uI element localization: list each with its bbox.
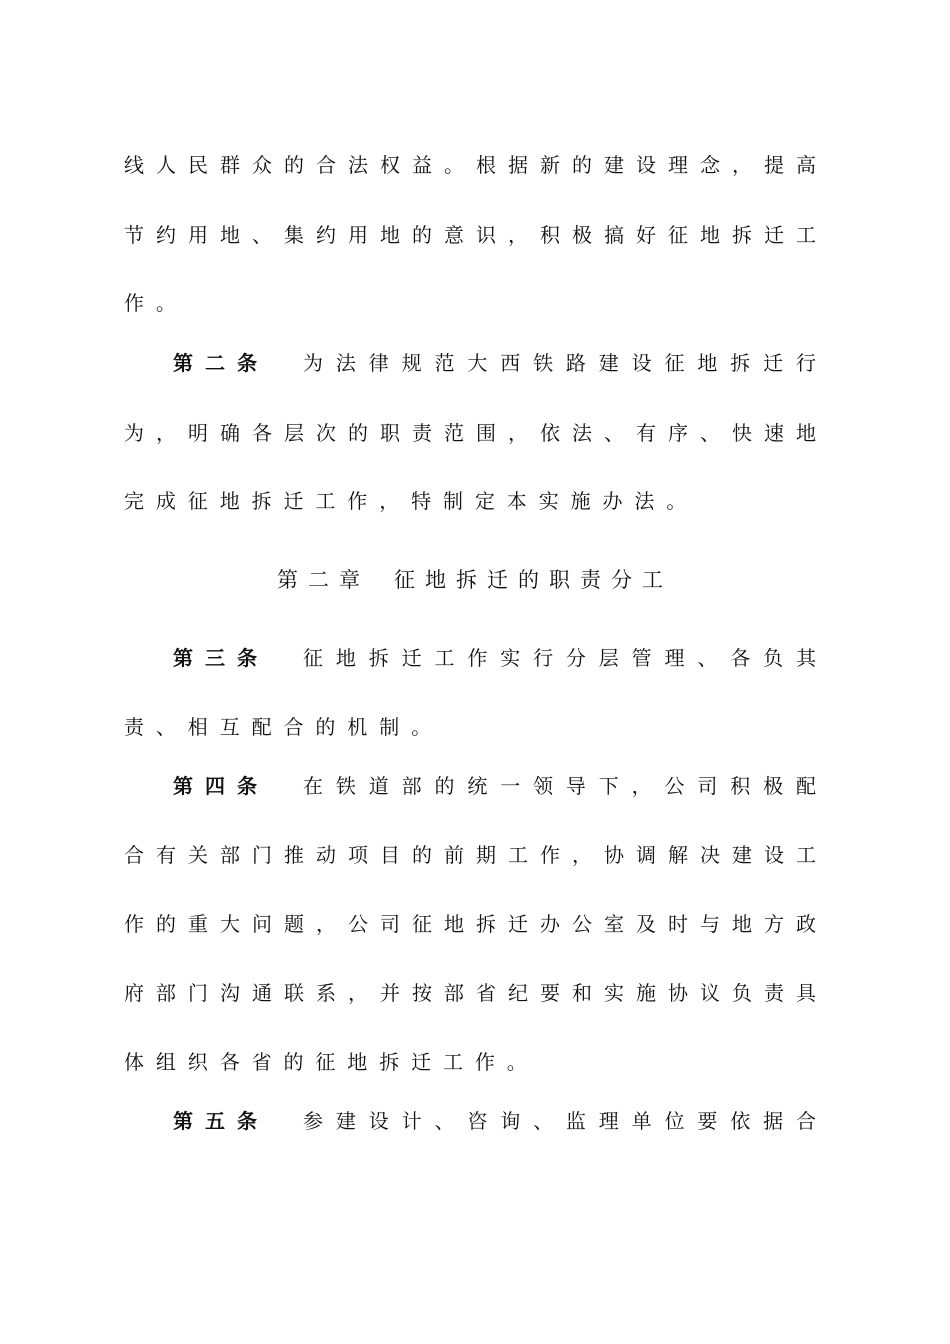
chapter-number: 第二章 <box>277 568 370 592</box>
article-label: 第五条 <box>173 1109 269 1133</box>
chapter-heading <box>0 565 950 595</box>
paragraph-line: 为，明确各层次的职责范围，依法、有序、快速地 <box>124 421 816 445</box>
article-text: 在铁道部的统一领导下，公司积极配 <box>303 774 816 798</box>
article-5-first-line <box>173 1106 816 1136</box>
paragraph-line: 作的重大问题，公司征地拆迁办公室及时与地方政 <box>124 912 816 936</box>
paragraph-line: 完成征地拆迁工作，特制定本实施办法。 <box>124 489 699 513</box>
article-text: 征地拆迁工作实行分层管理、各负其 <box>303 646 816 670</box>
article-label: 第二条 <box>173 351 269 375</box>
paragraph-line: 合有关部门推动项目的前期工作，协调解决建设工 <box>124 843 816 867</box>
paragraph-line: 责、相互配合的机制。 <box>124 715 443 739</box>
article-text: 参建设计、咨询、监理单位要依据合 <box>303 1109 816 1133</box>
article-3-first-line <box>173 643 816 673</box>
paragraph-line: 线人民群众的合法权益。根据新的建设理念，提高 <box>124 153 816 177</box>
chapter-title: 征地拆迁的职责分工 <box>394 568 673 592</box>
article-text: 为法律规范大西铁路建设征地拆迁行 <box>303 351 816 375</box>
article-label: 第四条 <box>173 774 269 798</box>
paragraph-line: 节约用地、集约用地的意识，积极搞好征地拆迁工 <box>124 223 816 247</box>
paragraph-line: 府部门沟通联系，并按部省纪要和实施协议负责具 <box>124 981 816 1005</box>
article-label: 第三条 <box>173 646 269 670</box>
paragraph-line: 体组织各省的征地拆迁工作。 <box>124 1050 539 1074</box>
paragraph-line: 作。 <box>124 291 188 315</box>
article-2-first-line <box>173 348 816 378</box>
article-4-first-line <box>173 771 816 801</box>
